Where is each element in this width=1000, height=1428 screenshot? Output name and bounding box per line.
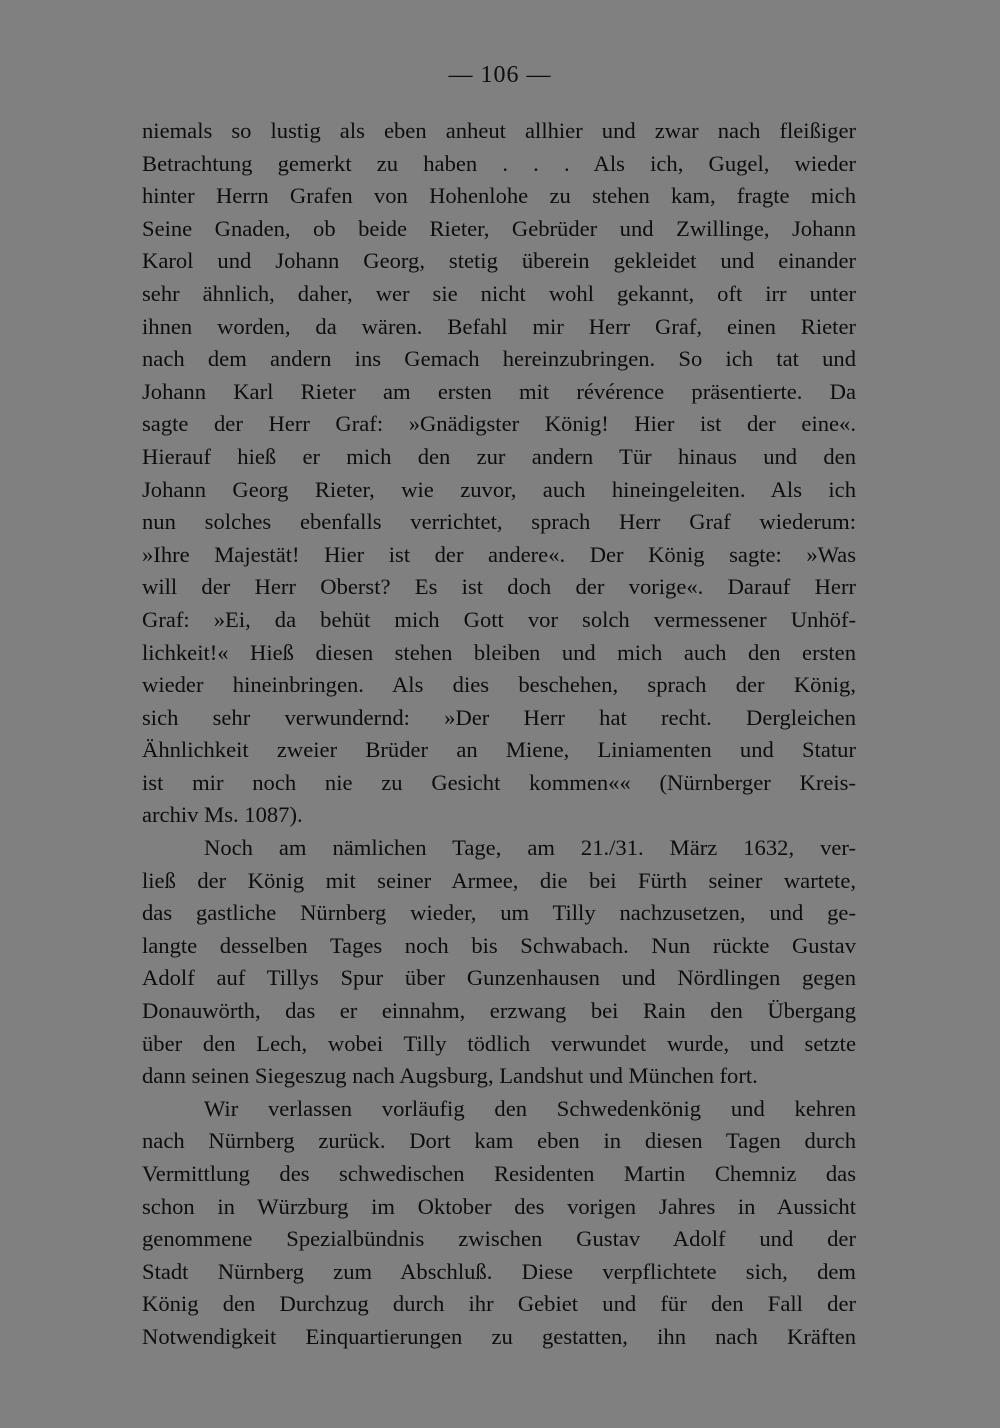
text-line: will der Herr Oberst? Es ist doch der vorige«. Darauf Herr [142,574,856,600]
text-line: sagte der Herr Graf: »Gnädigster König! Hier ist der eine«. [142,411,856,437]
text-line: ist mir noch nie zu Gesicht kommen«« (Nürnberger Kreis- [142,769,856,795]
text-line: über den Lech, wobei Tilly tödlich verwundet wurde, und setzte [142,1030,856,1056]
text-line: Betrachtung gemerkt zu haben . . . Als ich, Gugel, wieder [142,150,856,176]
body-text [142,115,856,1354]
text-line: Karol und Johann Georg, stetig überein gekleidet und einander [142,248,856,274]
text-line: nach Nürnberg zurück. Dort kam eben in diesen Tagen durch [142,1128,856,1154]
text-line: »Ihre Majestät! Hier ist der andere«. Der König sagte: »Was [142,541,856,567]
text-line: Johann Georg Rieter, wie zuvor, auch hineingeleiten. Als ich [142,476,856,502]
page-number: — 106 — [448,62,552,88]
text-line: sehr ähnlich, daher, wer sie nicht wohl gekannt, oft irr unter [142,280,856,306]
text-line: Seine Gnaden, ob beide Rieter, Gebrüder und Zwillinge, Johann [142,215,856,241]
text-line: Hierauf hieß er mich den zur andern Tür hinaus und den [142,443,856,469]
text-line: Donauwörth, das er einnahm, erzwang bei Rain den Übergang [142,998,856,1024]
text-line: Noch am nämlichen Tage, am 21./31. März 1632, ver- [204,835,856,861]
text-line: Wir verlassen vorläufig den Schwedenkönig und kehren [204,1095,856,1121]
text-line: genommene Spezialbündnis zwischen Gustav Adolf und der [142,1226,856,1252]
text-line: sich sehr verwundernd: »Der Herr hat recht. Dergleichen [142,704,856,730]
text-line: lichkeit!« Hieß diesen stehen bleiben und mich auch den ersten [142,639,856,665]
text-line: Notwendigkeit Einquartierungen zu gestatten, ihn nach Kräften [142,1323,856,1349]
text-line: wieder hineinbringen. Als dies beschehen, sprach der König, [142,672,856,698]
text-line: das gastliche Nürnberg wieder, um Tilly nachzusetzen, und ge- [142,900,856,926]
text-line: ließ der König mit seiner Armee, die bei Fürth seiner wartete, [142,867,856,893]
text-line: hinter Herrn Grafen von Hohenlohe zu stehen kam, fragte mich [142,183,856,209]
text-line: schon in Würzburg im Oktober des vorigen Jahres in Aussicht [142,1193,856,1219]
text-line: Johann Karl Rieter am ersten mit révérence präsentierte. Da [142,378,856,404]
text-line: dann seinen Siegeszug nach Augsburg, Landshut und München fort. [142,1063,758,1089]
text-line: König den Durchzug durch ihr Gebiet und für den Fall der [142,1291,856,1317]
text-line: nach dem andern ins Gemach hereinzubringen. So ich tat und [142,346,856,372]
text-line: Adolf auf Tillys Spur über Gunzenhausen und Nördlingen gegen [142,965,856,991]
text-line: archiv Ms. 1087). [142,802,303,828]
text-line: nun solches ebenfalls verrichtet, sprach Herr Graf wiederum: [142,509,856,535]
text-line: ihnen worden, da wären. Befahl mir Herr Graf, einen Rieter [142,313,856,339]
text-line: langte desselben Tages noch bis Schwabach. Nun rückte Gustav [142,932,856,958]
text-line: Stadt Nürnberg zum Abschluß. Diese verpflichtete sich, dem [142,1258,856,1284]
text-line: Graf: »Ei, da behüt mich Gott vor solch vermessener Unhöf- [142,606,856,632]
text-line: niemals so lustig als eben anheut allhier und zwar nach fleißiger [142,118,856,143]
text-line: Ähnlichkeit zweier Brüder an Miene, Liniamenten und Statur [142,737,856,763]
text-line: Vermittlung des schwedischen Residenten Martin Chemniz das [142,1161,856,1186]
